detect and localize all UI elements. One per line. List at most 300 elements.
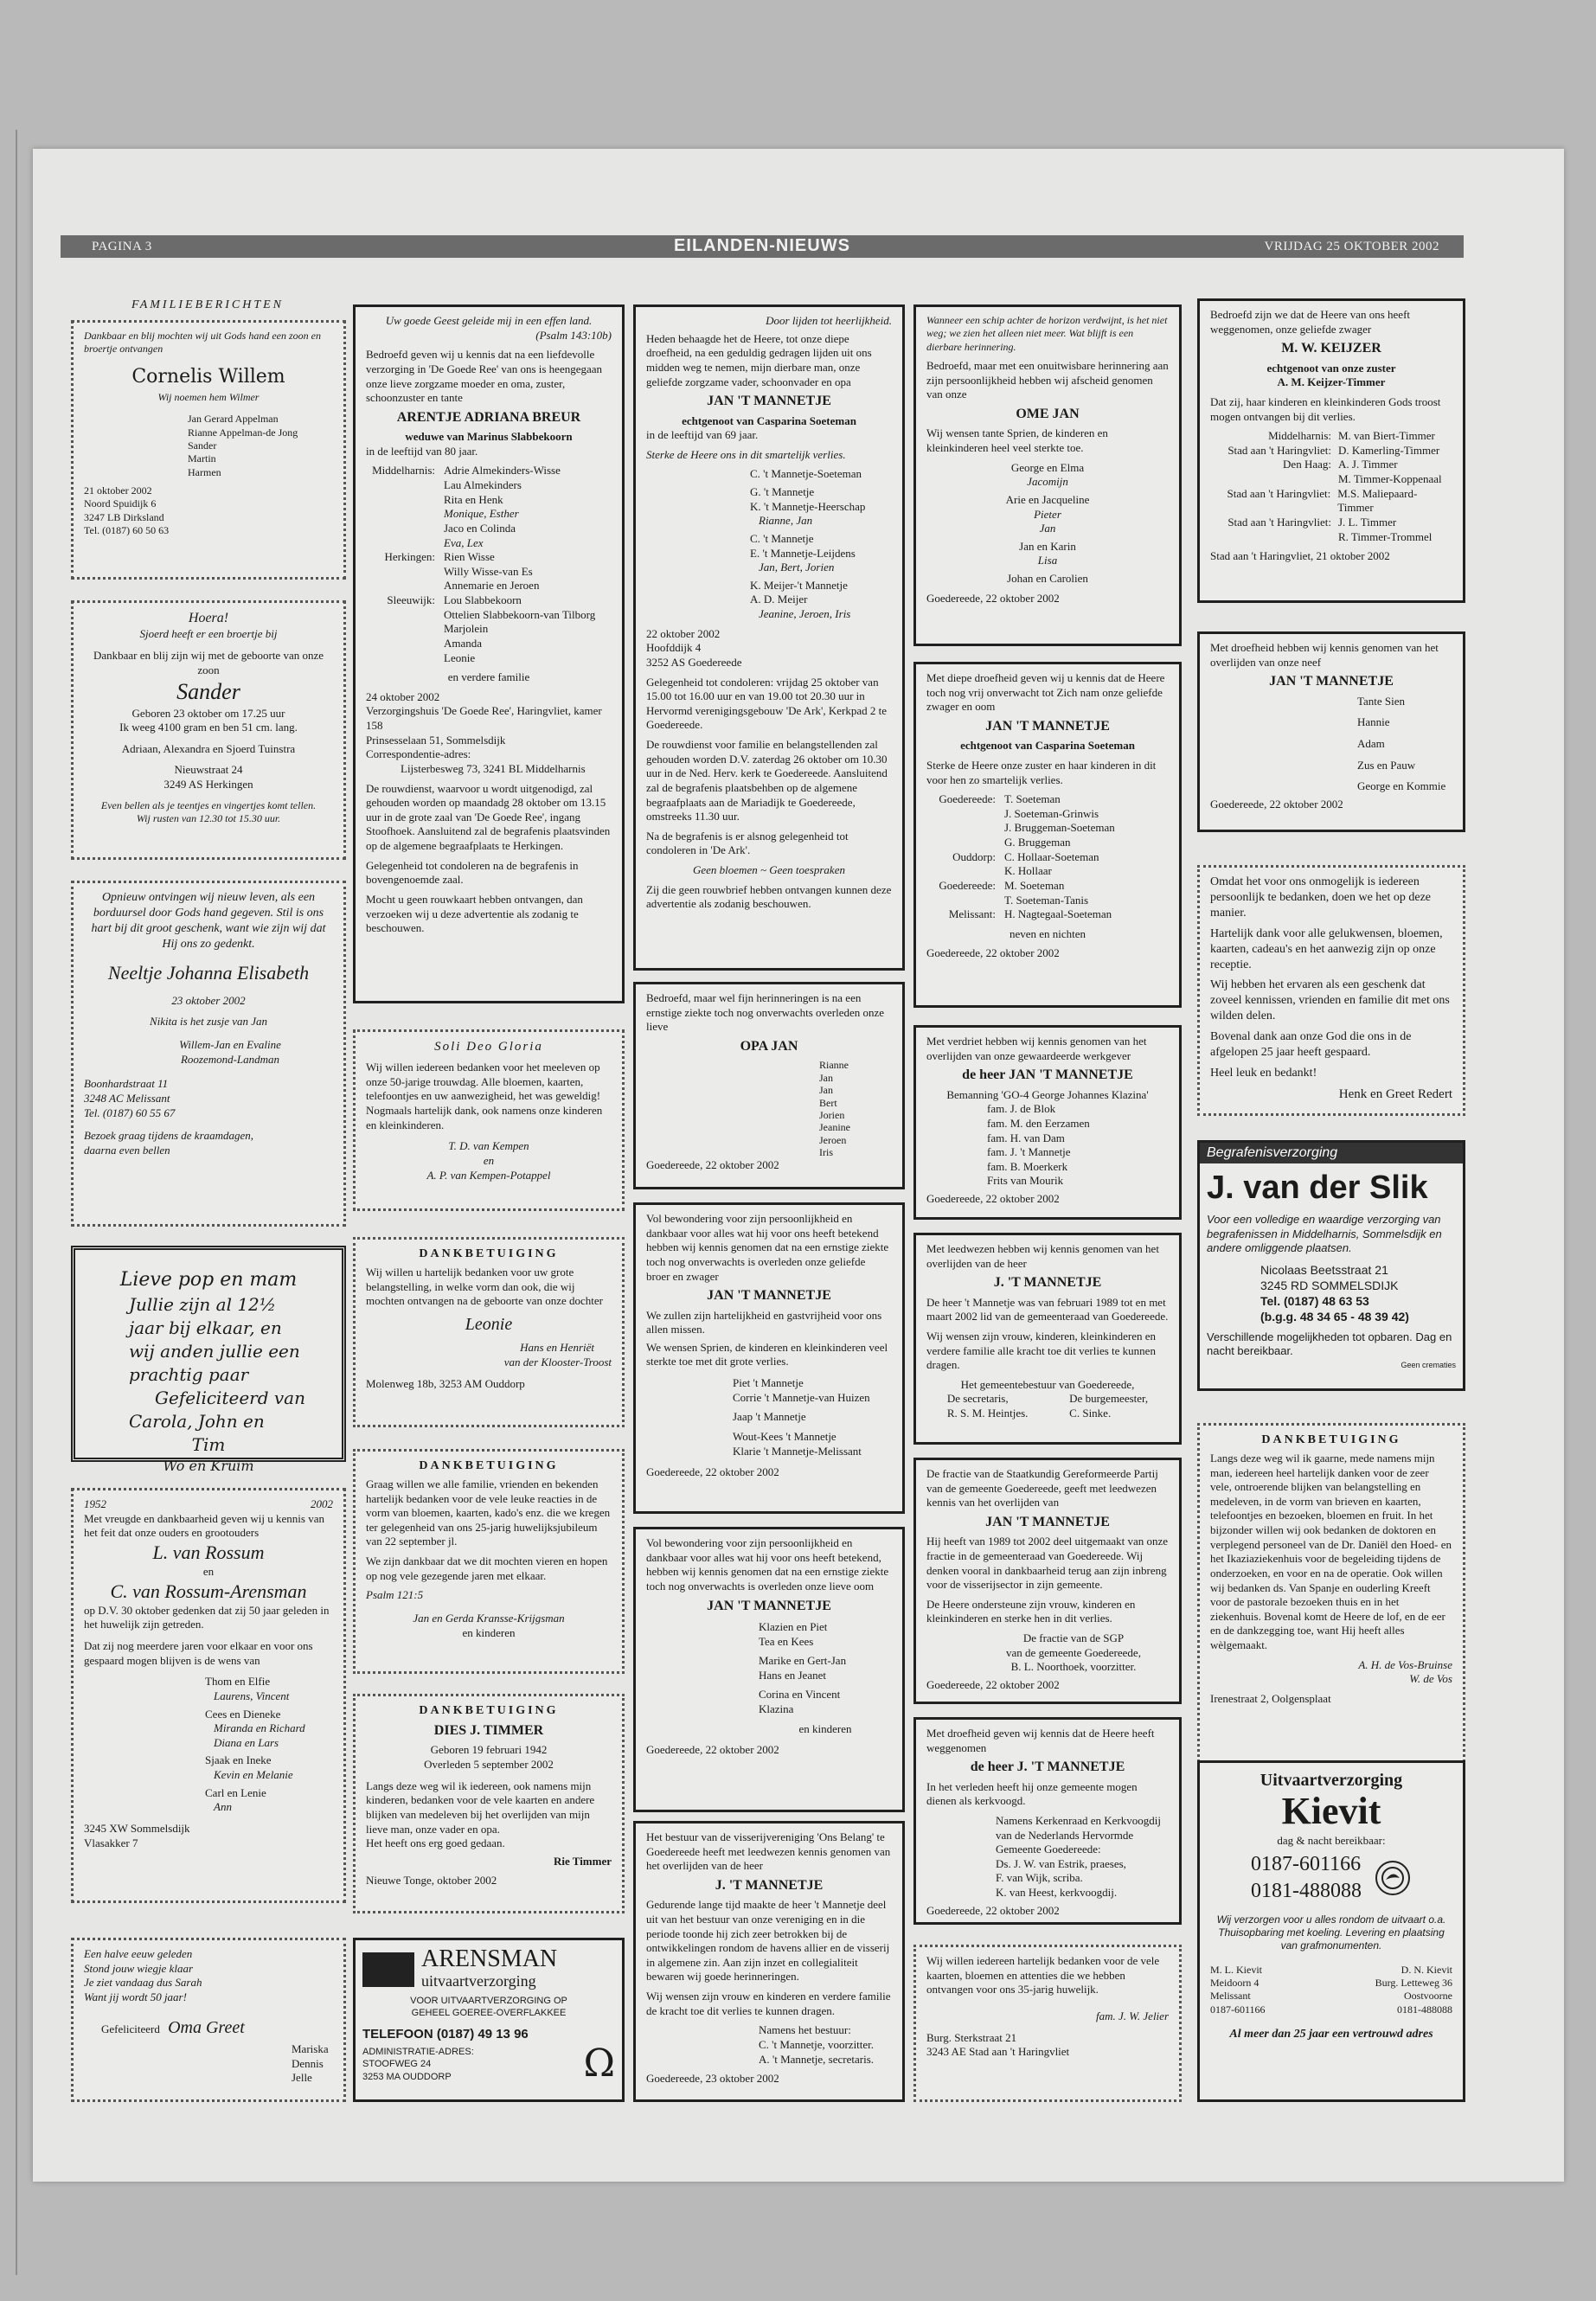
address-line: Prinsesselaan 51, Sommelsdijk	[366, 733, 506, 747]
family-member: E. 't Mannetje-Leijdens	[750, 546, 856, 560]
headline: Hoera!	[188, 611, 229, 625]
quote: Uw goede Geest geleide mij in een effen land.	[385, 314, 593, 327]
crew-member: fam. H. van Dam	[987, 1131, 1065, 1144]
contact-line: M. L. Kievit	[1210, 1963, 1262, 1976]
condolence-info: Gelegenheid tot condoleren: vrijdag 25 oktober van 15.00 tot 16.00 uur en van 19.00 tot 20.30 uur in Hervormd verenigingsgebouw 'De Ark', Kerkpad 2 te Goedereede.	[646, 675, 887, 732]
family-member: G. 't Mannetje	[750, 485, 815, 499]
place-date: Nieuwe Tonge, oktober 2002	[366, 1874, 497, 1888]
org-line: Ds. J. W. van Estrik, praeses,	[996, 1856, 1126, 1870]
family-member: Jorien	[819, 1108, 845, 1121]
contact-line: D. N. Kievit	[1401, 1963, 1452, 1976]
place: Herkingen:	[384, 550, 435, 564]
body-text: Met diepe droefheid geven wij u kennis dat de Heere toch nog vrij onverwacht tot Zich nam onze geliefde zwager en oom	[926, 671, 1165, 714]
family-member: Miranda en Richard	[214, 1721, 305, 1735]
company-name: J. van der Slik	[1207, 1170, 1428, 1207]
deceased-name: JAN 'T MANNETJE	[985, 1514, 1110, 1529]
mourner: Willy Wisse-van Es	[444, 564, 533, 578]
body-text: Bedroefd, maar wel fijn herinneringen is na een ernstige ziekte toch nog onverwachts overleden onze lieve	[646, 991, 885, 1034]
signatory: van de gemeente Goedereede,	[1006, 1645, 1141, 1659]
title: DANKBETUIGING	[419, 1704, 559, 1717]
thanks-jelier	[913, 1945, 1182, 2102]
crew-member: fam. J. de Blok	[987, 1102, 1056, 1116]
body-text: op D.V. 30 oktober gedenken dat zij 50 jaar geleden in het huwelijk zijn getreden.	[84, 1603, 330, 1631]
body-text: De fractie van de Staatkundig Gereformeerde Partij van de gemeente Goedereede, geeft met leedwezen kennis van het overlijden van	[926, 1467, 1158, 1509]
year-end: 2002	[311, 1497, 333, 1510]
mourner: H. Nagtegaal-Soeteman	[1004, 907, 1112, 921]
family-member: C. 't Mannetje-Soeteman	[750, 467, 862, 481]
address-line: Boonhardstraat 11	[84, 1077, 169, 1091]
body-text: We zullen zijn hartelijkheid en gastvrijheid voor ons allen missen.	[646, 1308, 882, 1336]
family-member: Jaap 't Mannetje	[733, 1410, 806, 1424]
address-line: Hoofddijk 4	[646, 641, 702, 655]
body-text: Vol bewondering voor zijn persoonlijkheid en dankbaar voor alles wat hij voor ons heeft betekend hebben wij kennis genomen dat na een ernstige ziekte toch nog onverwachts is overleden onze geliefde broer en zwager	[646, 1212, 889, 1283]
deceased-name: J. 'T MANNETJE	[715, 1877, 824, 1893]
signatory: R. S. M. Heintjes.	[946, 1407, 1029, 1420]
place: Stad aan 't Haringvliet:	[1227, 486, 1331, 500]
org-line: Namens Kerkenraad en Kerkvoogdij	[996, 1813, 1161, 1827]
obituary-keijzer	[1197, 298, 1465, 603]
body-text: Met droefheid geven wij kennis dat de Heere heeft weggenomen	[926, 1727, 1155, 1754]
address-line: 3253 MA OUDDORP	[362, 2071, 452, 2082]
family-member: Tante Sien	[1357, 694, 1406, 708]
thanks-redert	[1197, 865, 1465, 1116]
signatory: De secretaris,	[946, 1392, 1009, 1406]
tagline: VOOR UITVAARTVERZORGING OP	[410, 1996, 567, 2007]
phone: Tel. (0187) 48 63 53	[1260, 1293, 1369, 1308]
family-member: Hans en Jeanet	[759, 1668, 826, 1682]
address-line: Noord Spuidijk 6	[84, 497, 157, 510]
family-list	[84, 1675, 333, 1815]
congrats-label: Gefeliciteerd	[101, 2022, 160, 2035]
family-member: Carl en Lenie	[205, 1785, 266, 1799]
hand-line: Jullie zijn al 12½	[129, 1293, 277, 1315]
family-member: Rianne	[819, 1059, 849, 1072]
spouse-note: echtgenoot van Casparina Soeteman	[682, 413, 856, 427]
poem-line: Want jij wordt 50 jaar!	[84, 1990, 187, 2003]
address-line: Irenestraat 2, Oolgensplaat	[1210, 1691, 1331, 1705]
mourner: R. Timmer-Trommel	[1338, 529, 1433, 543]
hand-line: Lieve pop en mam	[119, 1269, 298, 1291]
obituary-neef	[1197, 631, 1465, 832]
crew-member: fam. M. den Eerzamen	[987, 1116, 1090, 1130]
parents: Hans en Henriët	[520, 1341, 594, 1355]
body-text: Met leedwezen hebben wij kennis genomen van het overlijden van de heer	[926, 1242, 1159, 1270]
date: 22 oktober 2002	[646, 626, 721, 640]
crew-member: fam. J. 't Mannetje	[987, 1145, 1071, 1159]
quote: Wanneer een schip achter de horizon verdwijnt, is het niet weg; we zien het alleen niet meer. Wat blijft is een dierbare herinnering.	[926, 314, 1168, 353]
place: Middelharnis:	[372, 464, 435, 478]
service-info: De rouwdienst voor familie en belangstellenden zal gehouden worden D.V. zaterdag 26 oktober om 10.30 uur in de Ned. Herv. kerk te Goedereede. Aansluitend zal de begrafenis plaatsbehben op de algemene begraafplaats aan de Mariadijk te Goedereede, omstreeks 11.30 uur.	[646, 738, 888, 824]
obituary-ome-jan	[913, 304, 1182, 646]
address-line: STOOFWEG 24	[362, 2059, 432, 2070]
note-small: Geen crematies	[1401, 1360, 1456, 1369]
mourner: Rien Wisse	[444, 550, 495, 564]
family-member: Iris	[819, 1146, 833, 1159]
signatory: C. 't Mannetje, voorzitter.	[759, 2037, 875, 2051]
mourner: M. van Biert-Timmer	[1338, 429, 1435, 443]
visit-note: Bezoek graag tijdens de kraamdagen, daarna even bellen	[84, 1129, 254, 1157]
place: Stad aan 't Haringvliet:	[1227, 443, 1331, 457]
body-text: Wij willen u hartelijk bedanken voor uw grote belangstelling, in welke vorm dan ook, die wij mochten ontvangen na de geboorte van onze dochter	[366, 1265, 603, 1308]
body-text: De Heere ondersteune zijn vrouw, kinderen en kleinkinderen en sterke hen in dit verlies.	[926, 1597, 1136, 1625]
body-text: Omdat het voor ons onmogelijk is iedereen persoonlijk te bedanken, doen we het op deze manier.	[1210, 875, 1432, 920]
sibling-note: Nikita is het zusje van Jan	[149, 1015, 268, 1029]
family-list	[646, 467, 892, 621]
hand-line: prachtig paar	[129, 1363, 249, 1385]
deceased-name: JAN 'T MANNETJE	[707, 394, 831, 409]
deceased-name: JAN 'T MANNETJE	[707, 1598, 831, 1613]
quote: Sterke de Heere ons in dit smartelijk verlies.	[646, 447, 846, 461]
family-member: K. Meijer-'t Mannetje	[750, 578, 848, 592]
poem-line: Stond jouw wiegje klaar	[84, 1961, 194, 1975]
arensman-ad	[353, 1938, 625, 2102]
body-text: Het heeft ons erg goed gedaan.	[366, 1836, 505, 1850]
sender: Jelle	[292, 2071, 312, 2085]
correspondence-address: Lijsterbesweg 73, 3241 BL Middelharnis	[401, 761, 586, 775]
mourner: J. Bruggeman-Soeteman	[1004, 821, 1115, 835]
family-member: Corrie 't Mannetje-van Huizen	[733, 1390, 870, 1404]
golden-wedding-van-rossum	[71, 1488, 346, 1903]
card-note: Mocht u geen rouwkaart hebben ontvangen, dan verzoeken wij u deze advertentie als zodanig te beschouwen.	[366, 892, 583, 935]
spouse-note: A. M. Keijzer-Timmer	[1277, 375, 1386, 389]
mourner: Lau Almekinders	[444, 478, 522, 492]
family-note: neven en nichten	[1009, 926, 1086, 940]
family-member: Jeanine	[819, 1121, 850, 1134]
age-line: in de leeftijd van 69 jaar.	[646, 428, 759, 442]
anniversary-handwritten	[71, 1246, 346, 1474]
signatory: De fractie van de SGP	[1022, 1631, 1125, 1645]
sender: Rie Timmer	[553, 1854, 612, 1868]
tagline: dag & nacht bereikbaar:	[1277, 1833, 1386, 1847]
body-text: Hartelijk dank voor alle gelukwensen, bloemen, kaarten, cadeau's en het aanwezig zijn op onze receptie.	[1210, 926, 1443, 971]
thanks-kransse	[353, 1449, 625, 1674]
family-member: Jacomijn	[1027, 475, 1068, 489]
birth-weight: Ik weeg 4100 gram en ben 51 cm. lang.	[119, 721, 298, 734]
signatory: Namens het bestuur:	[759, 2023, 851, 2037]
place: Stad aan 't Haringvliet:	[1227, 515, 1331, 529]
obituary-broer-zwager	[633, 1202, 905, 1514]
family-member: Hannie	[1357, 715, 1390, 729]
phone: (b.g.g. 48 34 65 - 48 39 42)	[1260, 1309, 1409, 1324]
sender: A. H. de Vos-Bruinse	[1358, 1657, 1452, 1671]
tagline: Voor een volledige en waardige verzorging van begrafenissen in Middelharnis, Sommelsdijk en andere omliggende plaatsen.	[1207, 1213, 1442, 1255]
org-line: Gemeente Goedereede:	[996, 1843, 1101, 1856]
signatory: De burgemeester,	[1069, 1392, 1149, 1406]
sender: fam. J. W. Jelier	[1096, 2009, 1169, 2022]
body-text: Bedroefd, maar met een onuitwisbare herinnering aan zijn persoonlijkheid hebben wij afscheid genomen van onze	[926, 359, 1169, 401]
hand-line: jaar bij elkaar, en	[129, 1317, 282, 1338]
body-text: Dankbaar en blij zijn wij met de geboorte van onze zoon	[93, 649, 324, 676]
birth-time: Geboren 23 oktober om 17.25 uur	[131, 706, 285, 720]
address-line: 3245 XW Sommelsdijk	[84, 1821, 190, 1835]
spouse-note: echtgenoot van Casparina Soeteman	[960, 739, 1135, 753]
birth-announcement-sander	[71, 600, 346, 860]
family-member: George en Kommie	[1357, 779, 1446, 793]
baby-name: Neeltje Johanna Elisabeth	[107, 961, 310, 984]
age-line: in de leeftijd van 80 jaar.	[366, 444, 478, 458]
title: DANKBETUIGING	[419, 1247, 559, 1260]
thanks-leonie	[353, 1237, 625, 1427]
body-text: De heer 't Mannetje was van februari 1989 tot en met maart 2002 lid van de gemeenteraad van Goedereede.	[926, 1295, 1169, 1324]
family-member: Jan en Karin	[1019, 539, 1076, 553]
body-text: Langs deze weg wil ik iedereen, ook namens mijn kinderen, bedanken voor de vele kaarten en andere blijken van medeleven bij het overlijden van mijn lieve man, onze vader en opa.	[366, 1779, 595, 1836]
husband-name: L. van Rossum	[152, 1541, 265, 1563]
crew-member: fam. B. Moerkerk	[987, 1159, 1068, 1173]
mourner: Marjolein	[444, 622, 489, 636]
honoree-name: Oma Greet	[168, 2017, 245, 2037]
body-text: Bedroefd zijn we dat de Heere van ons heeft weggenomen, onze geliefde zwager	[1210, 308, 1411, 336]
family-note: en verdere familie	[447, 670, 530, 684]
body-text: Dat zij nog meerdere jaren voor elkaar en voor ons gespaard mogen blijven is de wens van	[84, 1639, 313, 1667]
contact-line: 0181-488088	[1397, 2003, 1452, 2016]
birthday-oma-greet	[71, 1938, 346, 2102]
obituary-werkgever	[913, 1025, 1182, 1220]
family-member: Thom en Elfie	[205, 1675, 271, 1689]
correspondence-label: Correspondentie-adres:	[366, 747, 471, 761]
family-member: Rianne Appelman-de Jong	[188, 426, 298, 439]
family-note: en kinderen	[798, 1721, 852, 1735]
signatory: C. Sinke.	[1069, 1407, 1112, 1420]
date: Goedereede, 22 oktober 2002	[1210, 797, 1343, 811]
place: Melissant:	[948, 907, 996, 921]
wife-name: C. van Rossum-Arensman	[110, 1580, 307, 1602]
mourner: M. Timmer-Koppenaal	[1338, 472, 1442, 486]
mourner: Leonie	[444, 651, 476, 664]
footer-slogan: Al meer dan 25 jaar een vertrouwd adres	[1229, 2028, 1433, 2041]
date: Goedereede, 22 oktober 2002	[646, 1158, 779, 1172]
obituary-sgp	[913, 1458, 1182, 1704]
signatory: B. L. Noorthoek, voorzitter.	[1010, 1660, 1137, 1674]
deceased-name: OME JAN	[1016, 406, 1080, 421]
birth-date: 21 oktober 2002	[84, 484, 152, 497]
birth-announcement-neeltje	[71, 881, 346, 1227]
body-text: Wij wensen zijn vrouw en kinderen en verdere familie de kracht toe dit verlies te kunnen dragen.	[646, 1990, 891, 2017]
body-text: Langs deze weg wil ik gaarne, mede namens mijn man, iedereen heel hartelijk danken voor de zeer vele, ontroerende blijken van belangstelling en medeleven, in de vorm van brieven en kaarten, telefoontjes en bezoeken, bloemen en fruit. In het bijzonder willen wij ook bedanken de doktoren en verplegend personeel van de Dr. Daniël den Hoed- en het Ikaziaziekenhuis voor de begeleiding tijdens de onderzoeken, en voor en na de operatie. Ook willen wij bedanken ds. Van Spanje en ouderling Kreeft voor de pastorale bezoeken thuis en in het ziekenhuis. Bovenal komt de Heere de lof, en de eer en de dankzegging toe, want Hij heeft alles wèlgemaakt.	[1210, 1451, 1452, 1652]
date: Goedereede, 22 oktober 2002	[646, 1743, 779, 1757]
baby-name: Leonie	[465, 1314, 513, 1334]
body-text: Sterke de Heere onze zuster en haar kinderen in dit voor hen zo smartelijk verlies.	[926, 758, 1157, 786]
poem-line: Je ziet vandaag dus Sarah	[84, 1976, 202, 1990]
mourner: G. Bruggeman	[1004, 836, 1071, 849]
family-member: Diana en Lars	[214, 1735, 279, 1749]
hand-line: Wo en Kruim	[163, 1457, 254, 1474]
family-member: A. D. Meijer	[750, 593, 808, 606]
omega-icon: Ω	[583, 2041, 615, 2086]
org-line: F. van Wijk, scriba.	[996, 1871, 1083, 1885]
mourner: K. Hollaar	[1004, 864, 1052, 878]
body-text: Het bestuur van de visserijvereniging 'Ons Belang' te Goedereede heeft met leedwezen kennis genomen van het overlijden van de heer	[646, 1830, 891, 1873]
family-member: Jeanine, Jeroen, Iris	[759, 607, 851, 621]
address-line: 3249 AS Herkingen	[163, 778, 253, 792]
family-member: Jan, Bert, Jorien	[759, 561, 835, 574]
family-member: K. 't Mannetje-Heerschap	[750, 499, 866, 513]
family-member: C. 't Mannetje	[750, 531, 814, 545]
family-member: Pieter	[1034, 507, 1061, 521]
date: Goedereede, 22 oktober 2002	[646, 1465, 779, 1479]
deceased-name: DIES J. TIMMER	[433, 1722, 544, 1738]
place: Goedereede:	[939, 792, 996, 806]
family-member: Piet 't Mannetje	[733, 1376, 804, 1390]
title: DANKBETUIGING	[1261, 1433, 1401, 1446]
address-line: 3245 RD SOMMELSDIJK	[1260, 1278, 1399, 1292]
date: Goedereede, 22 oktober 2002	[926, 946, 1060, 960]
body-text: Bovenal dank aan onze God die ons in de afgelopen 25 jaar heeft gespaard.	[1210, 1030, 1412, 1060]
family-member: Jeroen	[819, 1133, 847, 1146]
board: Het gemeentebestuur van Goedereede,	[960, 1377, 1135, 1391]
obituary-jan-t-mannetje	[633, 304, 905, 971]
date: 24 oktober 2002	[366, 689, 440, 703]
deceased-name: M. W. KEIJZER	[1281, 341, 1381, 356]
family-member: Zus en Pauw	[1357, 758, 1416, 772]
bird-emblem-icon	[1374, 1859, 1412, 1897]
sender: Henk en Greet Redert	[1338, 1086, 1452, 1101]
date: Goedereede, 22 oktober 2002	[926, 1677, 1060, 1691]
arensman-logo-mark	[362, 1952, 414, 1987]
thanks-van-kempen	[353, 1029, 625, 1211]
mourner: M.S. Maliepaard-Timmer	[1337, 486, 1418, 515]
phone: Tel. (0187) 60 50 63	[84, 524, 170, 537]
mourner: Adrie Almekinders-Wisse	[444, 464, 561, 478]
place: Ouddorp:	[952, 849, 996, 863]
mourners-list	[366, 464, 612, 665]
place: Middelharnis:	[1268, 429, 1331, 443]
crew-member: Frits van Mourik	[987, 1174, 1064, 1188]
family-member: Harmen	[188, 465, 221, 478]
date: Goedereede, 23 oktober 2002	[646, 2072, 779, 2086]
mourner: T. Soeteman	[1004, 792, 1061, 806]
brand-sub: uitvaartverzorging	[421, 1972, 536, 1990]
page-fold	[16, 130, 17, 2275]
family-member: Wout-Kees 't Mannetje	[733, 1429, 836, 1443]
signatory: A. 't Mannetje, secretaris.	[759, 2052, 875, 2066]
birth-date: Geboren 19 februari 1942	[430, 1743, 548, 1757]
sender: A. P. van Kempen-Potappel	[426, 1168, 551, 1182]
call-name: Wij noemen hem Wilmer	[157, 390, 260, 403]
card-note: Zij die geen rouwbrief hebben ontvangen kunnen deze advertentie als zodanig beschouwen.	[646, 882, 892, 911]
sender: W. de Vos	[1409, 1672, 1452, 1686]
sender: Jan en Gerda Kransse-Krijgsman	[413, 1611, 565, 1625]
family-member: Sander	[188, 439, 217, 452]
family-member: Johan en Carolien	[1007, 572, 1088, 586]
tagline: GEHEEL GOEREE-OVERFLAKKEE	[411, 2008, 567, 2019]
hand-line: Gefeliciteerd van	[155, 1387, 305, 1408]
mourner: Eva, Lex	[444, 535, 484, 549]
body-text: Dat zij, haar kinderen en kleinkinderen Gods troost mogen ontvangen bij dit verlies.	[1210, 394, 1441, 423]
body-text: Wij wensen zijn vrouw, kinderen, kleinkinderen en verdere familie alle kracht toe dit verlies te kunnen dragen.	[926, 1329, 1157, 1372]
contact-line: Meidoorn 4	[1210, 1977, 1259, 1990]
note: Even bellen als je teentjes en vingertjes komt tellen.	[100, 798, 317, 811]
family-member: Rianne, Jan	[759, 514, 813, 528]
page-header-bar	[61, 235, 1464, 258]
mourner: Rita en Henk	[444, 492, 503, 506]
address-line: 3248 AC Melissant	[84, 1091, 170, 1105]
masthead: EILANDEN-NIEUWS	[674, 236, 850, 255]
sender: Dennis	[292, 2056, 324, 2070]
family-member: Sjaak en Ineke	[205, 1753, 272, 1767]
address-line: Nicolaas Beetsstraat 21	[1260, 1262, 1388, 1277]
deceased-name: de heer J. 'T MANNETJE	[970, 1759, 1125, 1775]
body-text: Vol bewondering voor zijn persoonlijkheid en dankbaar voor alles wat hij voor ons heeft betekend, hebben wij kennis genomen dat na een ernstige ziekte toch nog onverwachts is overleden onze lieve oom	[646, 1536, 889, 1593]
brand-name: ARENSMAN	[421, 1945, 558, 1972]
spouse-note: weduwe van Marinus Slabbekoorn	[405, 430, 573, 444]
family-member: Tea en Kees	[759, 1634, 814, 1648]
address-line: Burg. Sterkstraat 21	[926, 2030, 1017, 2044]
thanks-de-vos	[1197, 1423, 1465, 1772]
address-line: Nieuwstraat 24	[174, 763, 243, 777]
mourner: J. L. Timmer	[1338, 515, 1397, 529]
obituary-kerkenraad	[913, 1717, 1182, 1925]
flowers-note: Geen bloemen ~ Geen toespraken	[693, 863, 845, 877]
psalm: Psalm 121:5	[366, 1588, 424, 1602]
mourner: Amanda	[444, 636, 483, 650]
mourner: Ottelien Slabbekoorn-van Tilborg	[444, 607, 596, 621]
obituary-gemeente	[913, 1233, 1182, 1445]
mourner: Jaco en Colinda	[444, 521, 516, 535]
place: Sleeuwijk:	[387, 593, 435, 607]
conjunction: en	[483, 1153, 495, 1167]
year-start: 1952	[84, 1497, 106, 1510]
family-member: Klazien en Piet	[759, 1619, 828, 1633]
hand-line: Tim	[191, 1433, 226, 1455]
years-row	[84, 1497, 333, 1512]
body-text: Met droefheid hebben wij kennis genomen van het overlijden van onze neef	[1210, 641, 1439, 669]
obituary-breur	[353, 304, 625, 1003]
family-member: Kevin en Melanie	[214, 1768, 293, 1782]
condolence-info: Gelegenheid tot condoleren na de begrafenis in bovengenoemde zaal.	[366, 858, 579, 887]
family-member: Klazina	[759, 1702, 794, 1716]
deceased-name: JAN 'T MANNETJE	[985, 718, 1110, 734]
family-member: Martin	[188, 452, 216, 465]
mourner: Lou Slabbekoorn	[444, 593, 522, 607]
deceased-name: JAN 'T MANNETJE	[1269, 674, 1394, 689]
phone: 0181-488088	[1251, 1879, 1362, 1902]
body-text: Hij heeft van 1989 tot 2002 deel uitgemaakt van onze fractie in de gemeenteraad van Goedereede. Wij denken vooral in dankbaarheid terug aan zijn inbreng voor de visserijsector in zijn gemeente.	[926, 1535, 1169, 1592]
company-name: Kievit	[1281, 1789, 1381, 1832]
birth-announcement-cornelis	[71, 320, 346, 580]
contact-line: 0187-601166	[1210, 2003, 1266, 2016]
crew-label: Bemanning 'GO-4 George Johannes Klazina'	[946, 1087, 1149, 1101]
family-member: Cees en Dieneke	[205, 1707, 281, 1721]
parents: Adriaan, Alexandra en Sjoerd Tuinstra	[121, 741, 296, 755]
mourner: J. Soeteman-Grinwis	[1004, 806, 1099, 820]
body-text: Wij willen iedereen bedanken voor het meeleven op onze 50-jarige trouwdag. Alle bloemen, kaarten, telefoontjes en uw aanwezigheid, het was geweldig! Nogmaals hartelijk dank, ook namens onze kinderen en kleinkinderen.	[366, 1061, 603, 1131]
body-text: Wij wensen tante Sprien, de kinderen en kleinkinderen heel veel sterkte toe.	[926, 426, 1108, 455]
family-member: Laurens, Vincent	[214, 1689, 290, 1702]
hand-line: wij anden jullie een	[129, 1340, 300, 1362]
phone: Tel. (0187) 60 55 67	[84, 1106, 176, 1119]
place: Goedereede:	[939, 878, 996, 892]
family-member: Bert	[819, 1096, 837, 1109]
mourner: A. J. Timmer	[1338, 458, 1398, 471]
address-line: Vlasakker 7	[84, 1836, 138, 1849]
deceased-name: de heer JAN 'T MANNETJE	[962, 1067, 1133, 1083]
family-member: Klarie 't Mannetje-Melissant	[733, 1444, 862, 1458]
contact-line: Burg. Letteweg 36	[1375, 1977, 1452, 1990]
family-member: Jan	[819, 1084, 833, 1097]
mourner: M. Soeteman	[1004, 878, 1065, 892]
deceased-name: JAN 'T MANNETJE	[707, 1288, 831, 1304]
subheadline: Sjoerd heeft er een broertje bij	[139, 627, 278, 641]
date: Stad aan 't Haringvliet, 21 oktober 2002	[1210, 549, 1390, 563]
issue-date: VRIJDAG 25 OKTOBER 2002	[1264, 240, 1439, 253]
body-text: Graag willen we alle familie, vrienden en bekenden hartelijk bedanken voor de vele leuke reacties in de vorm van bloemen, kaarten, kado's enz. die we kregen ter gelegenheid van ons 25-jarig huwelijksjubileum van 22 september jl.	[366, 1477, 611, 1548]
body-text: Heel leuk en bedankt!	[1210, 1066, 1317, 1080]
thanks-timmer	[353, 1694, 625, 1913]
obituary-oom	[633, 1527, 905, 1812]
body-text: Met verdriet hebben wij kennis genomen van het overlijden van onze gewaardeerde werkgever	[926, 1035, 1147, 1062]
family-member: Lisa	[1037, 554, 1058, 567]
poem-line: Een halve eeuw geleden	[84, 1947, 193, 1960]
